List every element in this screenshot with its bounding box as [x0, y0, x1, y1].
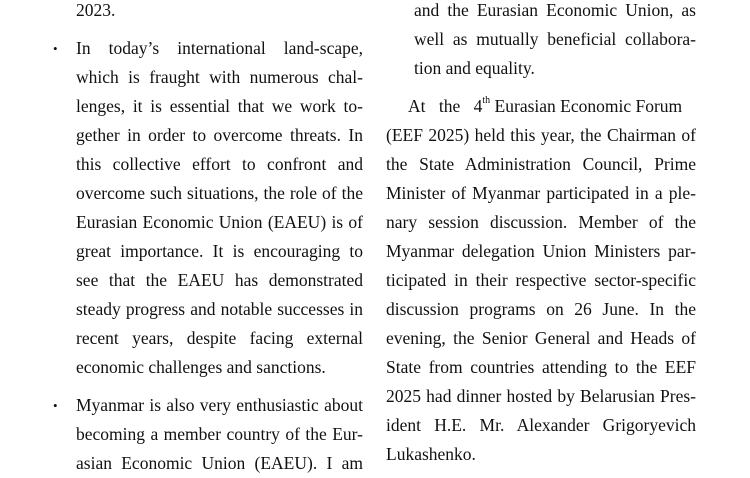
text-line: tion and equality. [414, 58, 535, 78]
text-line: gether in order to overcome threats. In [76, 125, 363, 145]
text-line: which is fraught with numerous chal- [76, 67, 363, 87]
text-line: economic challenges and sanctions. [76, 357, 326, 377]
text-line: becoming a member country of the Eur- [76, 424, 363, 444]
text-line: nary session discussion. Member of the [386, 212, 696, 232]
text-line: 2025 had dinner hosted by Belarusian Pres- [386, 386, 696, 406]
text-line: ident H.E. Mr. Alexander Grigoryevich [386, 415, 696, 435]
text-line: asian Economic Union (EAEU). I am [76, 453, 363, 473]
text-line: 2023. [76, 0, 116, 20]
text-line: State from countries attending to the EEF [386, 357, 696, 377]
text-line: ticipated in their respective sector-specific [386, 270, 696, 290]
text-line: Eurasian Economic Union (EAEU) is of [76, 212, 363, 232]
text-line: Myanmar delegation Union Ministers par- [386, 241, 696, 261]
bullet-marker: • [53, 41, 58, 56]
ordinal-superscript: th [482, 95, 491, 107]
text-line: and the Eurasian Economic Union, as [414, 0, 696, 20]
paragraph-first-line: At the 4th Eurasian Economic Forum [408, 95, 683, 116]
text-line: overcome such situations, the role of the [76, 183, 363, 203]
text-line: (EEF 2025) held this year, the Chairman of [386, 125, 696, 145]
text-line: well as mutually beneficial collabora- [414, 29, 696, 49]
text-line: this collective effort to confront and [76, 154, 363, 174]
text-line: lenges, it is essential that we work to- [76, 96, 363, 116]
text-line: evening, the Senior General and Heads of [386, 328, 696, 348]
text-line: Minister of Myanmar participated in a ple- [386, 183, 696, 203]
text-line: Lukashenko. [386, 444, 476, 464]
text-line: steady progress and notable successes in [76, 299, 363, 319]
text-line: recent years, despite facing external [76, 328, 363, 348]
text-line: great importance. It is encouraging to [76, 241, 363, 261]
text-line: In today’s international land-scape, [76, 38, 363, 58]
text-line: discussion programs on 26 June. In the [386, 299, 696, 319]
text-line: see that the EAEU has demonstrated [76, 270, 363, 290]
text-line: the State Administration Council, Prime [386, 154, 696, 174]
text-line: Myanmar is also very enthusiastic about [76, 395, 363, 415]
bullet-marker: • [53, 398, 58, 413]
